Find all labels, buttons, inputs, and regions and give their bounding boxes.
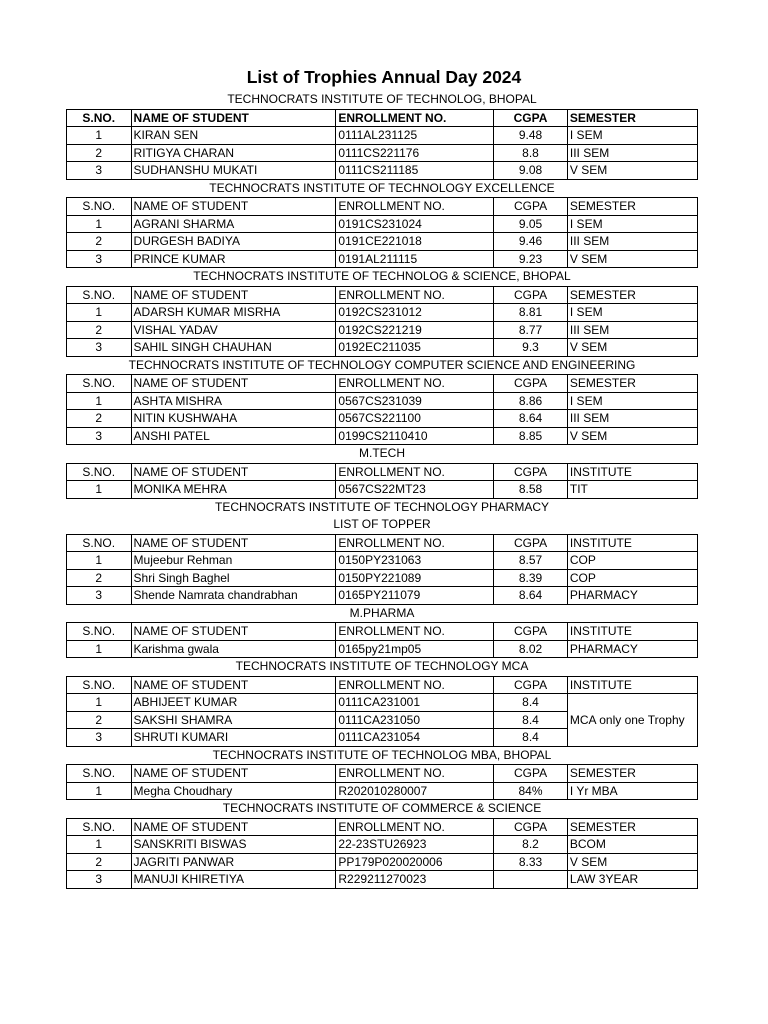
student-name-cell: Shende Namrata chandrabhan xyxy=(131,587,336,605)
institute-section xyxy=(66,91,698,180)
enrollment-number-cell: 0567CS221100 xyxy=(336,410,494,428)
cgpa-cell: 8.4 xyxy=(494,711,568,729)
cgpa-cell: 9.3 xyxy=(494,339,568,357)
enrollment-number-cell: 0192CS221219 xyxy=(336,321,494,339)
section-title: TECHNOCRATS INSTITUTE OF COMMERCE & SCIENCE xyxy=(222,801,542,815)
table-row xyxy=(67,427,698,445)
semester-institute-cell: PHARMACY xyxy=(567,587,697,605)
semester-institute-cell: III SEM xyxy=(567,321,697,339)
table-header-row xyxy=(67,818,698,836)
students-table xyxy=(66,676,698,747)
student-name-cell: ABHIJEET KUMAR xyxy=(131,694,336,712)
table-header-row xyxy=(67,109,698,127)
column-header: ENROLLMENT NO. xyxy=(336,109,494,127)
section-title: TECHNOCRATS INSTITUTE OF TECHNOLOGY MCA xyxy=(235,659,529,673)
enrollment-number-cell: 0150PY231063 xyxy=(336,552,494,570)
cgpa-cell: 84% xyxy=(494,782,568,800)
column-header: NAME OF STUDENT xyxy=(131,286,336,304)
column-header: SEMESTER xyxy=(567,765,697,783)
table-row xyxy=(67,215,698,233)
students-table xyxy=(66,109,698,180)
cgpa-cell: 8.57 xyxy=(494,552,568,570)
enrollment-number-cell: 0150PY221089 xyxy=(336,569,494,587)
cgpa-cell: 9.46 xyxy=(494,233,568,251)
enrollment-number-cell: 0567CS231039 xyxy=(336,392,494,410)
serial-number-cell: 2 xyxy=(67,569,132,587)
enrollment-number-cell: 0165PY211079 xyxy=(336,587,494,605)
serial-number-cell: 1 xyxy=(67,836,132,854)
cgpa-cell: 8.39 xyxy=(494,569,568,587)
table-row xyxy=(67,304,698,322)
enrollment-number-cell: 0111AL231125 xyxy=(336,127,494,145)
semester-institute-cell: I SEM xyxy=(567,304,697,322)
semester-institute-cell: I Yr MBA xyxy=(567,782,697,800)
column-header: NAME OF STUDENT xyxy=(131,198,336,216)
cgpa-cell xyxy=(494,871,568,889)
student-name-cell: SHRUTI KUMARI xyxy=(131,729,336,747)
table-header-row xyxy=(67,765,698,783)
section-title: TECHNOCRATS INSTITUTE OF TECHNOLOG, BHOPAL xyxy=(227,92,537,106)
column-header: S.NO. xyxy=(67,818,132,836)
cgpa-cell: 8.64 xyxy=(494,587,568,605)
serial-number-cell: 1 xyxy=(67,127,132,145)
enrollment-number-cell: PP179P020020006 xyxy=(336,853,494,871)
serial-number-cell: 2 xyxy=(67,853,132,871)
column-header: NAME OF STUDENT xyxy=(131,623,336,641)
serial-number-cell: 1 xyxy=(67,782,132,800)
student-name-cell: ADARSH KUMAR MISRHA xyxy=(131,304,336,322)
enrollment-number-cell: 0111CA231050 xyxy=(336,711,494,729)
table-row xyxy=(67,569,698,587)
column-header: ENROLLMENT NO. xyxy=(336,375,494,393)
serial-number-cell: 1 xyxy=(67,694,132,712)
column-header: CGPA xyxy=(494,676,568,694)
table-header-row xyxy=(67,463,698,481)
student-name-cell: SAKSHI SHAMRA xyxy=(131,711,336,729)
merged-institute-cell: MCA only one Trophy xyxy=(567,694,697,747)
serial-number-cell: 2 xyxy=(67,233,132,251)
column-header: NAME OF STUDENT xyxy=(131,676,336,694)
serial-number-cell: 2 xyxy=(67,144,132,162)
students-table xyxy=(66,374,698,445)
table-header-row xyxy=(67,286,698,304)
section-title: M.PHARMA xyxy=(349,605,415,620)
column-header: ENROLLMENT NO. xyxy=(336,286,494,304)
table-header-row xyxy=(67,676,698,694)
serial-number-cell: 2 xyxy=(67,410,132,428)
students-table xyxy=(66,764,698,800)
cgpa-cell: 8.2 xyxy=(494,836,568,854)
table-row xyxy=(67,144,698,162)
column-header: S.NO. xyxy=(67,534,132,552)
column-header: ENROLLMENT NO. xyxy=(336,765,494,783)
semester-institute-cell: I SEM xyxy=(567,127,697,145)
column-header: SEMESTER xyxy=(567,286,697,304)
column-header: S.NO. xyxy=(67,463,132,481)
enrollment-number-cell: 0192CS231012 xyxy=(336,304,494,322)
table-row xyxy=(67,410,698,428)
column-header: INSTITUTE xyxy=(567,676,697,694)
serial-number-cell: 3 xyxy=(67,162,132,180)
serial-number-cell: 3 xyxy=(67,250,132,268)
table-row xyxy=(67,694,698,712)
students-table xyxy=(66,818,698,889)
column-header: INSTITUTE xyxy=(567,534,697,552)
enrollment-number-cell: R229211270023 xyxy=(336,871,494,889)
column-header: ENROLLMENT NO. xyxy=(336,198,494,216)
table-row xyxy=(67,392,698,410)
enrollment-number-cell: 0191CS231024 xyxy=(336,215,494,233)
cgpa-cell: 8.02 xyxy=(494,640,568,658)
column-header: SEMESTER xyxy=(567,198,697,216)
enrollment-number-cell: 0567CS22MT23 xyxy=(336,481,494,499)
semester-institute-cell: PHARMACY xyxy=(567,640,697,658)
student-name-cell: Karishma gwala xyxy=(131,640,336,658)
student-name-cell: AGRANI SHARMA xyxy=(131,215,336,233)
institute-section xyxy=(66,800,698,889)
section-title: M.TECH xyxy=(359,446,405,460)
cgpa-cell: 8.64 xyxy=(494,410,568,428)
section-title: TECHNOCRATS INSTITUTE OF TECHNOLOG & SCIENCE, BHOPAL xyxy=(193,269,571,283)
table-row xyxy=(67,339,698,357)
semester-institute-cell: V SEM xyxy=(567,162,697,180)
cgpa-cell: 8.85 xyxy=(494,427,568,445)
column-header: NAME OF STUDENT xyxy=(131,463,336,481)
enrollment-number-cell: R202010280007 xyxy=(336,782,494,800)
cgpa-cell: 9.05 xyxy=(494,215,568,233)
serial-number-cell: 2 xyxy=(67,711,132,729)
column-header: ENROLLMENT NO. xyxy=(336,463,494,481)
table-row xyxy=(67,321,698,339)
serial-number-cell: 1 xyxy=(67,392,132,410)
institute-section xyxy=(66,499,698,605)
institute-section xyxy=(66,180,698,269)
enrollment-number-cell: 0199CS2110410 xyxy=(336,427,494,445)
column-header: S.NO. xyxy=(67,765,132,783)
table-header-row xyxy=(67,534,698,552)
student-name-cell: JAGRITI PANWAR xyxy=(131,853,336,871)
student-name-cell: RITIGYA CHARAN xyxy=(131,144,336,162)
column-header: S.NO. xyxy=(67,109,132,127)
column-header: ENROLLMENT NO. xyxy=(336,534,494,552)
cgpa-cell: 8.8 xyxy=(494,144,568,162)
enrollment-number-cell: 22-23STU26923 xyxy=(336,836,494,854)
student-name-cell: SANSKRITI BISWAS xyxy=(131,836,336,854)
column-header: S.NO. xyxy=(67,375,132,393)
semester-institute-cell: III SEM xyxy=(567,410,697,428)
table-row xyxy=(67,552,698,570)
table-row xyxy=(67,836,698,854)
student-name-cell: KIRAN SEN xyxy=(131,127,336,145)
serial-number-cell: 3 xyxy=(67,871,132,889)
semester-institute-cell: LAW 3YEAR xyxy=(567,871,697,889)
table-header-row xyxy=(67,375,698,393)
cgpa-cell: 8.58 xyxy=(494,481,568,499)
semester-institute-cell: COP xyxy=(567,552,697,570)
semester-institute-cell: V SEM xyxy=(567,339,697,357)
enrollment-number-cell: 0111CA231054 xyxy=(336,729,494,747)
serial-number-cell: 3 xyxy=(67,339,132,357)
cgpa-cell: 8.86 xyxy=(494,392,568,410)
column-header: CGPA xyxy=(494,109,568,127)
cgpa-cell: 8.4 xyxy=(494,729,568,747)
table-header-row xyxy=(67,623,698,641)
institute-section xyxy=(66,747,698,801)
column-header: S.NO. xyxy=(67,676,132,694)
students-table xyxy=(66,622,698,658)
table-row xyxy=(67,853,698,871)
semester-institute-cell: I SEM xyxy=(567,215,697,233)
column-header: S.NO. xyxy=(67,286,132,304)
student-name-cell: Megha Choudhary xyxy=(131,782,336,800)
column-header: INSTITUTE xyxy=(567,463,697,481)
column-header: CGPA xyxy=(494,463,568,481)
section-title: TECHNOCRATS INSTITUTE OF TECHNOLOGY PHARMACY xyxy=(214,499,550,514)
students-table xyxy=(66,463,698,499)
column-header: CGPA xyxy=(494,623,568,641)
enrollment-number-cell: 0165py21mp05 xyxy=(336,640,494,658)
serial-number-cell: 1 xyxy=(67,481,132,499)
column-header: NAME OF STUDENT xyxy=(131,375,336,393)
cgpa-cell: 8.81 xyxy=(494,304,568,322)
column-header: CGPA xyxy=(494,534,568,552)
table-row xyxy=(67,587,698,605)
enrollment-number-cell: 0191CE221018 xyxy=(336,233,494,251)
column-header: CGPA xyxy=(494,375,568,393)
table-row xyxy=(67,871,698,889)
serial-number-cell: 3 xyxy=(67,427,132,445)
column-header: CGPA xyxy=(494,818,568,836)
institute-section xyxy=(66,658,698,747)
serial-number-cell: 3 xyxy=(67,729,132,747)
column-header: CGPA xyxy=(494,765,568,783)
students-table xyxy=(66,286,698,357)
institute-section xyxy=(66,268,698,357)
column-header: SEMESTER xyxy=(567,818,697,836)
semester-institute-cell: V SEM xyxy=(567,427,697,445)
serial-number-cell: 1 xyxy=(67,640,132,658)
serial-number-cell: 1 xyxy=(67,552,132,570)
serial-number-cell: 1 xyxy=(67,304,132,322)
student-name-cell: Mujeebur Rehman xyxy=(131,552,336,570)
students-table xyxy=(66,534,698,605)
column-header: ENROLLMENT NO. xyxy=(336,818,494,836)
enrollment-number-cell: 0111CS221176 xyxy=(336,144,494,162)
column-header: CGPA xyxy=(494,286,568,304)
enrollment-number-cell: 0111CA231001 xyxy=(336,694,494,712)
table-row xyxy=(67,250,698,268)
column-header: INSTITUTE xyxy=(567,623,697,641)
semester-institute-cell: I SEM xyxy=(567,392,697,410)
student-name-cell: MANUJI KHIRETIYA xyxy=(131,871,336,889)
column-header: SEMESTER xyxy=(567,109,697,127)
serial-number-cell: 3 xyxy=(67,587,132,605)
student-name-cell: SUDHANSHU MUKATI xyxy=(131,162,336,180)
institute-section xyxy=(66,357,698,446)
student-name-cell: Shri Singh Baghel xyxy=(131,569,336,587)
enrollment-number-cell: 0111CS211185 xyxy=(336,162,494,180)
document-title: List of Trophies Annual Day 2024 xyxy=(246,67,522,87)
section-subtitle: LIST OF TOPPER xyxy=(333,517,431,531)
serial-number-cell: 2 xyxy=(67,321,132,339)
student-name-cell: SAHIL SINGH CHAUHAN xyxy=(131,339,336,357)
institute-section xyxy=(66,605,698,659)
students-table xyxy=(66,197,698,268)
table-row xyxy=(67,481,698,499)
column-header: S.NO. xyxy=(67,198,132,216)
semester-institute-cell: III SEM xyxy=(567,233,697,251)
column-header: NAME OF STUDENT xyxy=(131,109,336,127)
cgpa-cell: 9.08 xyxy=(494,162,568,180)
table-row xyxy=(67,640,698,658)
cgpa-cell: 9.23 xyxy=(494,250,568,268)
column-header: ENROLLMENT NO. xyxy=(336,623,494,641)
cgpa-cell: 8.4 xyxy=(494,694,568,712)
column-header: CGPA xyxy=(494,198,568,216)
cgpa-cell: 8.33 xyxy=(494,853,568,871)
student-name-cell: ANSHI PATEL xyxy=(131,427,336,445)
table-row xyxy=(67,233,698,251)
table-header-row xyxy=(67,198,698,216)
semester-institute-cell: TIT xyxy=(567,481,697,499)
semester-institute-cell: III SEM xyxy=(567,144,697,162)
semester-institute-cell: V SEM xyxy=(567,853,697,871)
student-name-cell: DURGESH BADIYA xyxy=(131,233,336,251)
cgpa-cell: 9.48 xyxy=(494,127,568,145)
student-name-cell: MONIKA MEHRA xyxy=(131,481,336,499)
semester-institute-cell: V SEM xyxy=(567,250,697,268)
serial-number-cell: 1 xyxy=(67,215,132,233)
enrollment-number-cell: 0191AL211115 xyxy=(336,250,494,268)
section-title: TECHNOCRATS INSTITUTE OF TECHNOLOGY COMPUTER SCIENCE AND ENGINEERING xyxy=(128,357,636,372)
section-title: TECHNOCRATS INSTITUTE OF TECHNOLOG MBA, BHOPAL xyxy=(212,747,552,762)
enrollment-number-cell: 0192EC211035 xyxy=(336,339,494,357)
student-name-cell: ASHTA MISHRA xyxy=(131,392,336,410)
table-row xyxy=(67,127,698,145)
column-header: ENROLLMENT NO. xyxy=(336,676,494,694)
cgpa-cell: 8.77 xyxy=(494,321,568,339)
column-header: NAME OF STUDENT xyxy=(131,534,336,552)
column-header: SEMESTER xyxy=(567,375,697,393)
student-name-cell: NITIN KUSHWAHA xyxy=(131,410,336,428)
semester-institute-cell: BCOM xyxy=(567,836,697,854)
table-row xyxy=(67,162,698,180)
trophy-sections xyxy=(66,91,698,889)
semester-institute-cell: COP xyxy=(567,569,697,587)
column-header: NAME OF STUDENT xyxy=(131,765,336,783)
column-header: NAME OF STUDENT xyxy=(131,818,336,836)
table-row xyxy=(67,782,698,800)
column-header: S.NO. xyxy=(67,623,132,641)
student-name-cell: VISHAL YADAV xyxy=(131,321,336,339)
institute-section xyxy=(66,445,698,499)
section-title: TECHNOCRATS INSTITUTE OF TECHNOLOGY EXCELLENCE xyxy=(209,180,555,195)
student-name-cell: PRINCE KUMAR xyxy=(131,250,336,268)
